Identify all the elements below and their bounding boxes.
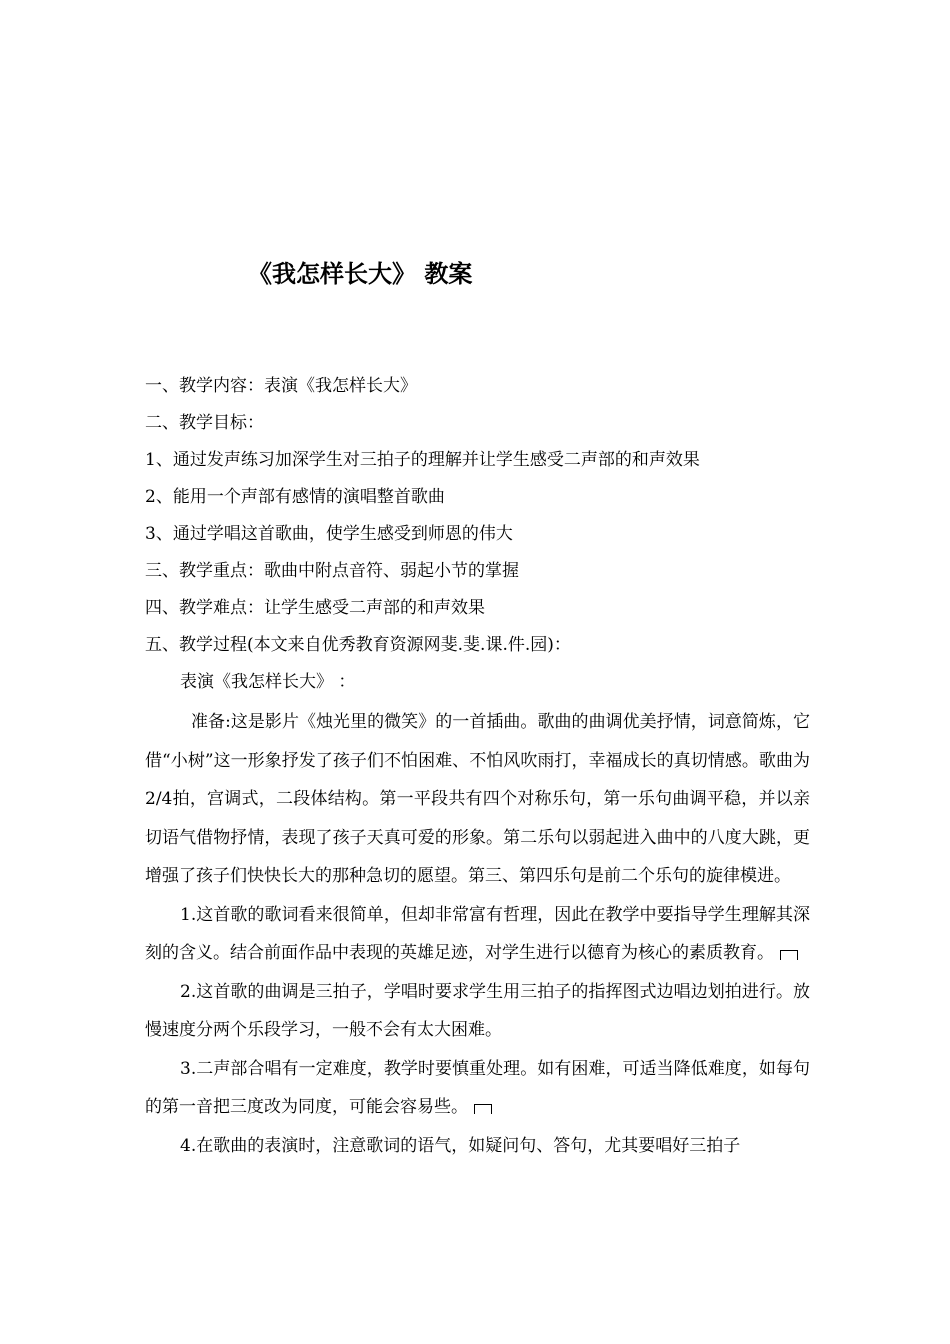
paragraph-preparation	[145, 703, 810, 896]
section-key-points: 三、教学重点：歌曲中附点音符、弱起小节的掌握	[145, 561, 519, 581]
goal-item-2: 2、能用一个声部有感情的演唱整首歌曲	[145, 487, 445, 507]
bracket-mark-icon	[474, 1104, 492, 1114]
document-body	[145, 368, 810, 1165]
section-teaching-content: 一、教学内容：表演《我怎样长大》	[145, 376, 417, 396]
paragraph-point-2	[145, 973, 810, 1050]
section-teaching-goals: 二、教学目标：	[145, 413, 264, 433]
paragraph-point-3	[145, 1050, 810, 1127]
paragraph-text: 2.这首歌的曲调是三拍子，学唱时要求学生用三拍子的指挥图式边唱边划拍进行。放慢速度分两个乐段学习，一般不会有太大困难。	[145, 981, 810, 1040]
section-teaching-process: 五、教学过程(本文来自优秀教育资源网斐.斐.课.件.园)：	[145, 635, 571, 655]
paragraph-text: 3.二声部合唱有一定难度，教学时要慎重处理。如有困难，可适当降低难度，如每句的第一音把三度改为同度，可能会容易些。	[145, 1058, 810, 1117]
performance-subheading: 表演《我怎样长大》 ：	[180, 672, 356, 692]
goal-item-3: 3、通过学唱这首歌曲，使学生感受到师恩的伟大	[145, 524, 513, 544]
paragraph-point-1	[145, 896, 810, 973]
paragraph-text: 准备:这是影片《烛光里的微笑》的一首插曲。歌曲的曲调优美抒情，词意简炼，它借“小树”这一形象抒发了孩子们不怕困难、不怕风吹雨打，幸福成长的真切情感。歌曲为2/4拍，宫调式，二段体结构。第一平段共有四个对称乐句，第一乐句曲调平稳，并以亲切语气借物抒情，表现了孩子天真可爱的形象。第二乐句以弱起进入曲中的八度大跳，更增强了孩子们快快长大的那种急切的愿望。第三、第四乐句是前二个乐句的旋律模进。	[145, 712, 810, 886]
bracket-mark-icon	[780, 950, 798, 960]
paragraph-point-4	[145, 1127, 810, 1166]
document-title: 《我怎样长大》 教案	[248, 260, 473, 288]
section-difficulties: 四、教学难点：让学生感受二声部的和声效果	[145, 598, 485, 618]
goal-item-1: 1、通过发声练习加深学生对三拍子的理解并让学生感受二声部的和声效果	[145, 450, 700, 470]
paragraph-text: 1.这首歌的歌词看来很简单，但却非常富有哲理，因此在教学中要指导学生理解其深刻的含义。结合前面作品中表现的英雄足迹，对学生进行以德育为核心的素质教育。	[145, 904, 810, 963]
paragraph-text: 4.在歌曲的表演时，注意歌词的语气，如疑问句、答句，尤其要唱好三拍子	[180, 1135, 741, 1156]
